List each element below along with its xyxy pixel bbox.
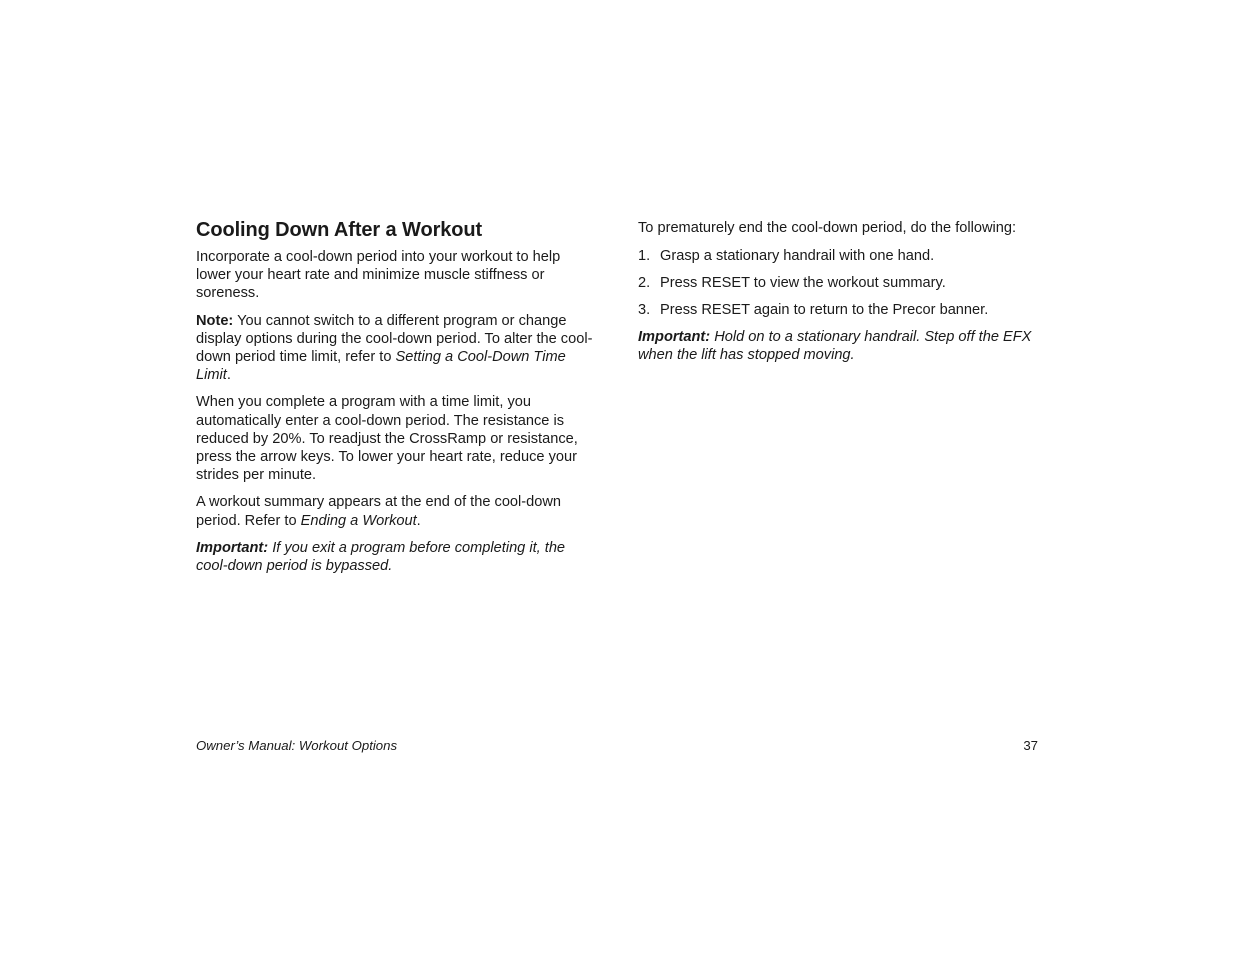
steps-lead: To prematurely end the cool-down period, do the following: [638,220,1017,236]
page-number: 37 [1023,738,1038,753]
important-label: Important: [638,328,711,345]
footer-manual-title: Owner’s Manual: Workout Options [196,738,398,753]
summary-text-end: . [416,512,421,529]
note-text-end: . [226,367,231,384]
intro-paragraph: Incorporate a cool-down period into your workout to help lower your heart rate and minimize muscle stiffness or soreness. [196,249,561,302]
steps-list [638,247,1038,319]
right-column [638,219,1038,373]
cross-reference-setting-cool-down: Setting a Cool-Down Time Limit [196,349,566,384]
important-text: Hold on to a stationary handrail. Step off the EFX when the lift has stopped moving. [638,328,1032,363]
step-text: Press RESET to view the workout summary. [660,275,946,291]
left-column [196,216,596,584]
important-text: If you exit a program before completing it, the cool-down period is bypassed. [196,539,566,575]
step-number: 1. [638,248,651,265]
step-text: Grasp a stationary handrail with one hand. [660,248,935,265]
note-label: Note: [196,312,234,329]
step-number: 3. [638,301,651,318]
cross-reference-ending-workout: Ending a Workout [300,512,417,529]
time-limit-paragraph: When you complete a program with a time limit, you automatically enter a cool-down period. The resistance is reduced by 20%. To readjust the CrossRamp or resistance, press the arrow keys. To lower your heart rate, reduce your strides per minute. [196,394,578,484]
list-item [638,301,1038,319]
list-item [638,247,1038,265]
important-label: Important: [196,539,269,556]
note-paragraph [196,312,596,385]
step-text: Press RESET again to return to the Precor banner. [660,301,989,318]
list-item [638,274,1038,292]
summary-paragraph [196,493,596,529]
step-number: 2. [638,275,651,291]
note-text: You cannot switch to a different program or change display options during the cool-down period. To alter the cool-down period time limit, refer to [196,312,593,366]
important-note-right [638,328,1038,364]
section-heading: Cooling Down After a Workout [196,219,483,241]
summary-text: A workout summary appears at the end of the cool-down period. Refer to [196,494,562,529]
important-note-left [196,539,596,575]
